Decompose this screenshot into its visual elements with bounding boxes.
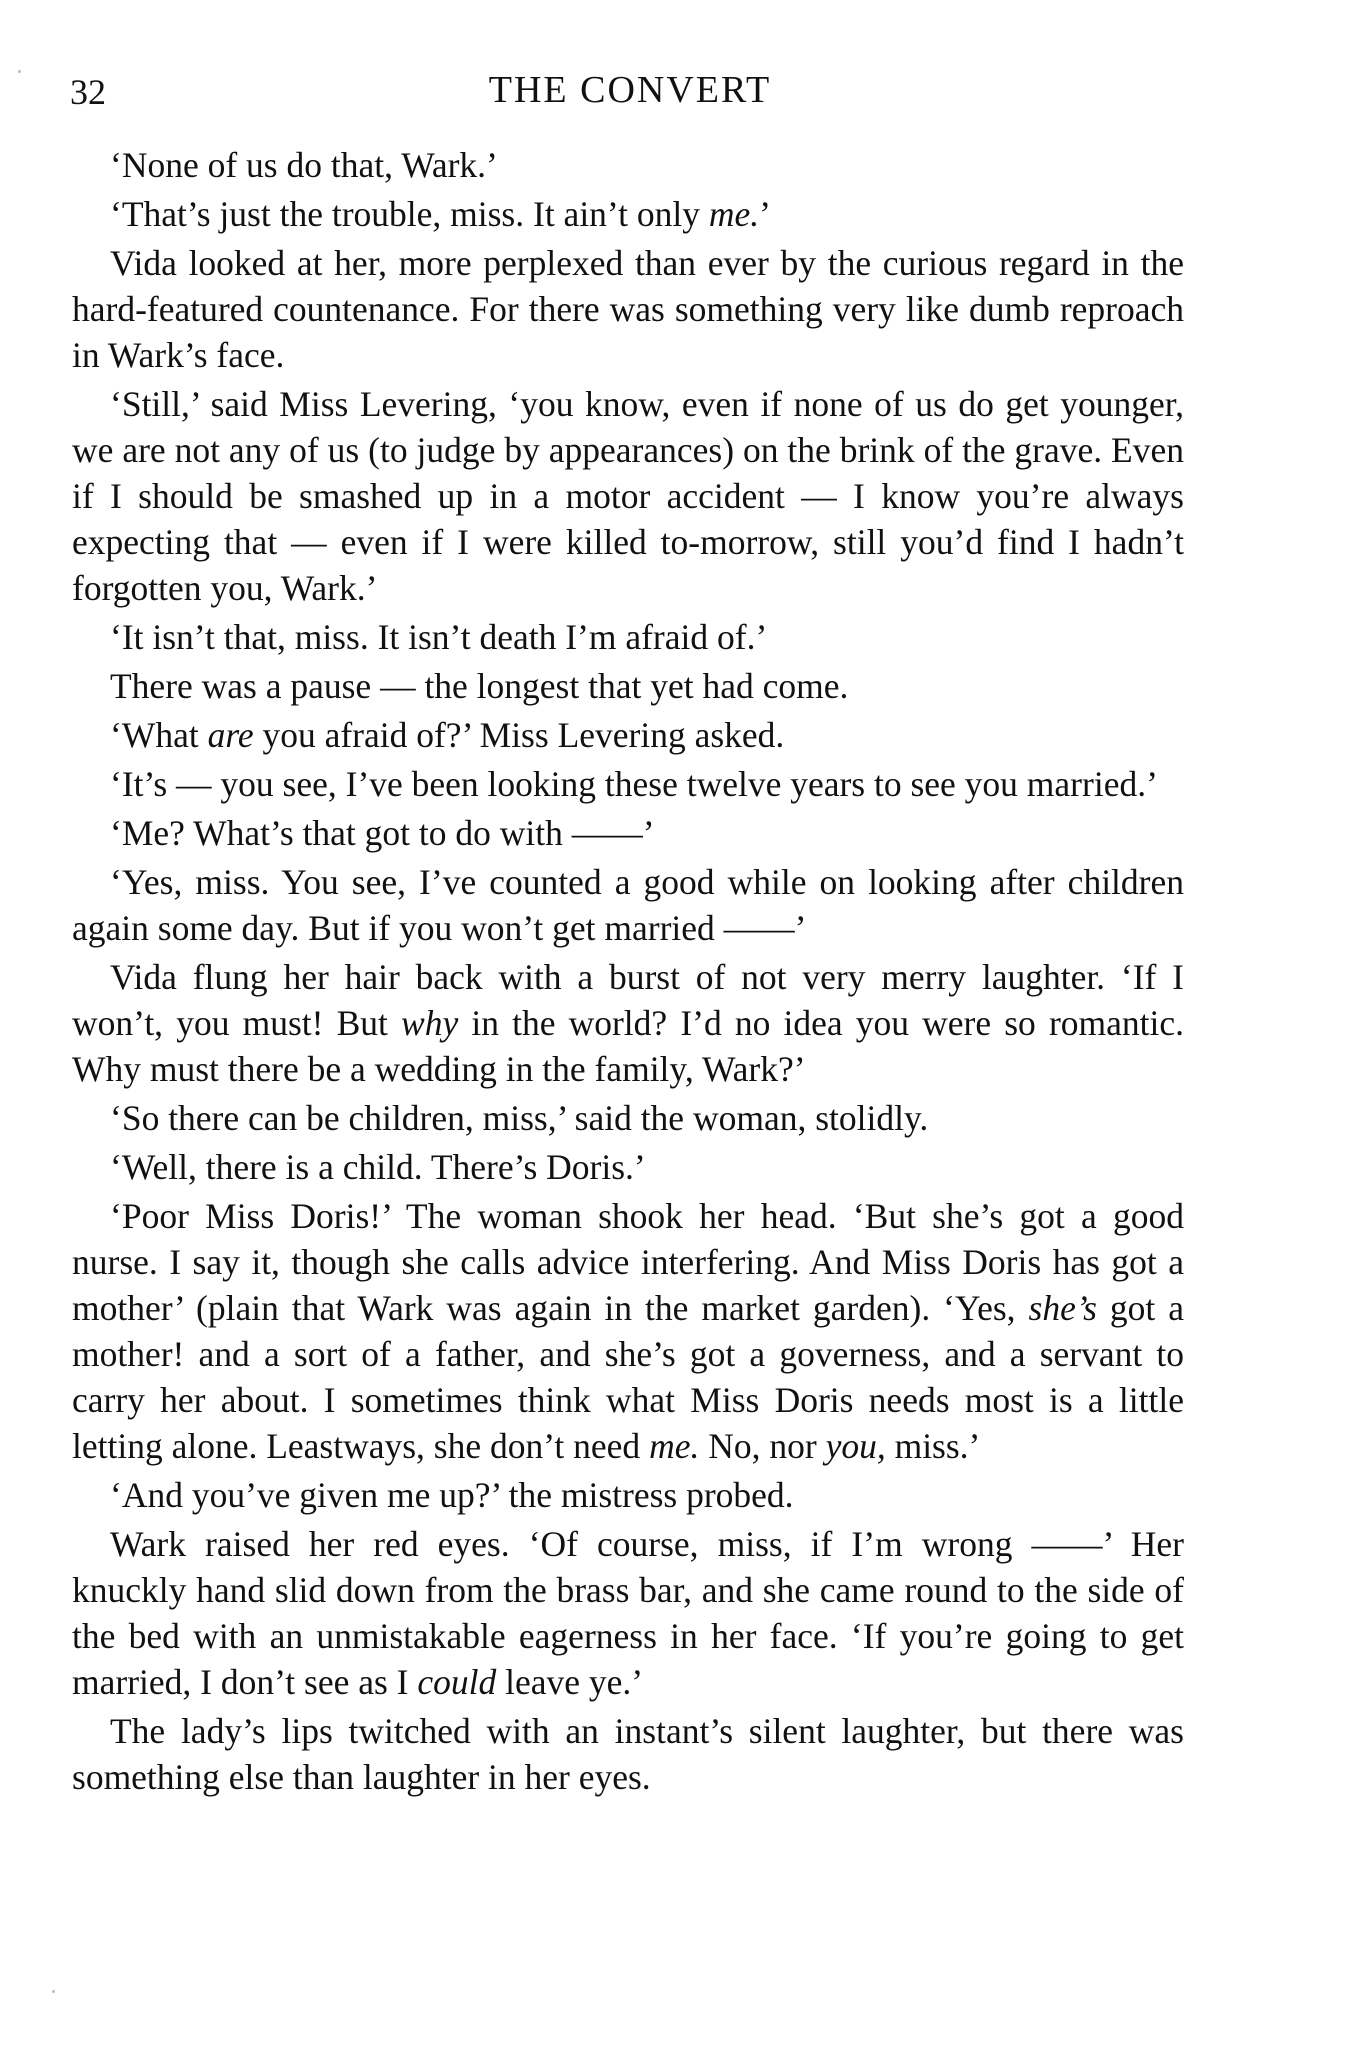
paper-speck [18, 70, 21, 73]
text-run: in the world? I’d no idea you were so romantic. Why must there be a wedding in the family, Wark?’ [72, 1003, 1184, 1089]
text-run: There was a pause — the longest that yet had come. [110, 666, 849, 706]
text-run: ‘That’s just the trouble, miss. It ain’t only [110, 194, 709, 234]
paragraph [72, 1144, 1184, 1190]
paragraph [72, 1708, 1184, 1800]
italic-text: could [417, 1662, 497, 1702]
paragraph [72, 142, 1184, 188]
text-run: ’ [759, 194, 771, 234]
paper-speck [52, 1990, 55, 1993]
text-run: miss.’ [885, 1426, 981, 1466]
text-run: ‘It’s — you see, I’ve been looking these twelve years to see you married.’ [110, 764, 1158, 804]
text-run: ‘Yes, miss. You see, I’ve counted a good while on looking after children again some day. But if you won’t get married ——’ [72, 862, 1184, 948]
text-run: Wark raised her red eyes. ‘Of course, miss, if I’m wrong ——’ Her knuckly hand slid down from the brass bar, and she came round to the side of the bed with an unmistakable eagerness in her face. ‘If you’re going to get married, I don’t see as I [72, 1524, 1184, 1702]
page-header [70, 68, 1190, 118]
text-run: The lady’s lips twitched with an instant’s silent laughter, but there was something else than laughter in her eyes. [72, 1711, 1184, 1797]
italic-text: me. [708, 194, 760, 234]
paragraph [72, 1095, 1184, 1141]
text-run: ‘So there can be children, miss,’ said the woman, stolidly. [110, 1098, 929, 1138]
text-run: leave ye.’ [496, 1662, 644, 1702]
paragraph [72, 1521, 1184, 1705]
text-run: ‘It isn’t that, miss. It isn’t death I’m afraid of.’ [110, 617, 768, 657]
text-run: Vida flung her hair back with a burst of not very merry laughter. ‘If I won’t, you must! But [72, 957, 1184, 1043]
text-run: ‘What [110, 715, 208, 755]
paragraph [72, 810, 1184, 856]
paragraph [72, 191, 1184, 237]
text-run: ‘And you’ve given me up?’ the mistress probed. [110, 1475, 794, 1515]
text-run: ‘Well, there is a child. There’s Doris.’ [110, 1147, 646, 1187]
text-run: ‘None of us do that, Wark.’ [110, 145, 498, 185]
text-run: got a mother! and a sort of a father, and she’s got a governess, and a servant to carry her about. I sometimes think what Miss Doris needs most is a little letting alone. Leastways, she don’t need [72, 1288, 1184, 1466]
paragraph [72, 240, 1184, 378]
paragraph [72, 614, 1184, 660]
paragraph [72, 381, 1184, 611]
paragraph [72, 1472, 1184, 1518]
paragraph [72, 954, 1184, 1092]
italic-text: you, [825, 1426, 886, 1466]
page-number: 32 [70, 72, 106, 112]
text-run: No, nor [699, 1426, 826, 1466]
paragraph [72, 761, 1184, 807]
text-run: Vida looked at her, more perplexed than ever by the curious regard in the hard-featured countenance. For there was something very like dumb reproach in Wark’s face. [72, 243, 1184, 375]
text-run: ‘Poor Miss Doris!’ The woman shook her head. ‘But she’s got a good nurse. I say it, though she calls advice interfering. And Miss Doris has got a mother’ (plain that Wark was again in the market garden). ‘Yes, [72, 1196, 1184, 1328]
italic-text: she’s [1028, 1288, 1097, 1328]
italic-text: why [401, 1003, 459, 1043]
paragraph [72, 663, 1184, 709]
text-run: ‘Still,’ said Miss Levering, ‘you know, even if none of us do get younger, we are not any of us (to judge by appearances) on the brink of the grave. Even if I should be smashed up in a motor accident — I know you’re always expecting that — even if I were killed to-morrow, still you’d find I hadn’t forgotten you, Wark.’ [72, 384, 1184, 608]
italic-text: are [207, 715, 254, 755]
text-run: you afraid of?’ Miss Levering asked. [253, 715, 785, 755]
italic-text: me. [649, 1426, 700, 1466]
paragraph [72, 712, 1184, 758]
text-run: ‘Me? What’s that got to do with ——’ [110, 813, 655, 853]
paragraph [72, 859, 1184, 951]
running-title: THE CONVERT [488, 69, 772, 111]
body-text [72, 142, 1184, 1803]
paragraph [72, 1193, 1184, 1469]
